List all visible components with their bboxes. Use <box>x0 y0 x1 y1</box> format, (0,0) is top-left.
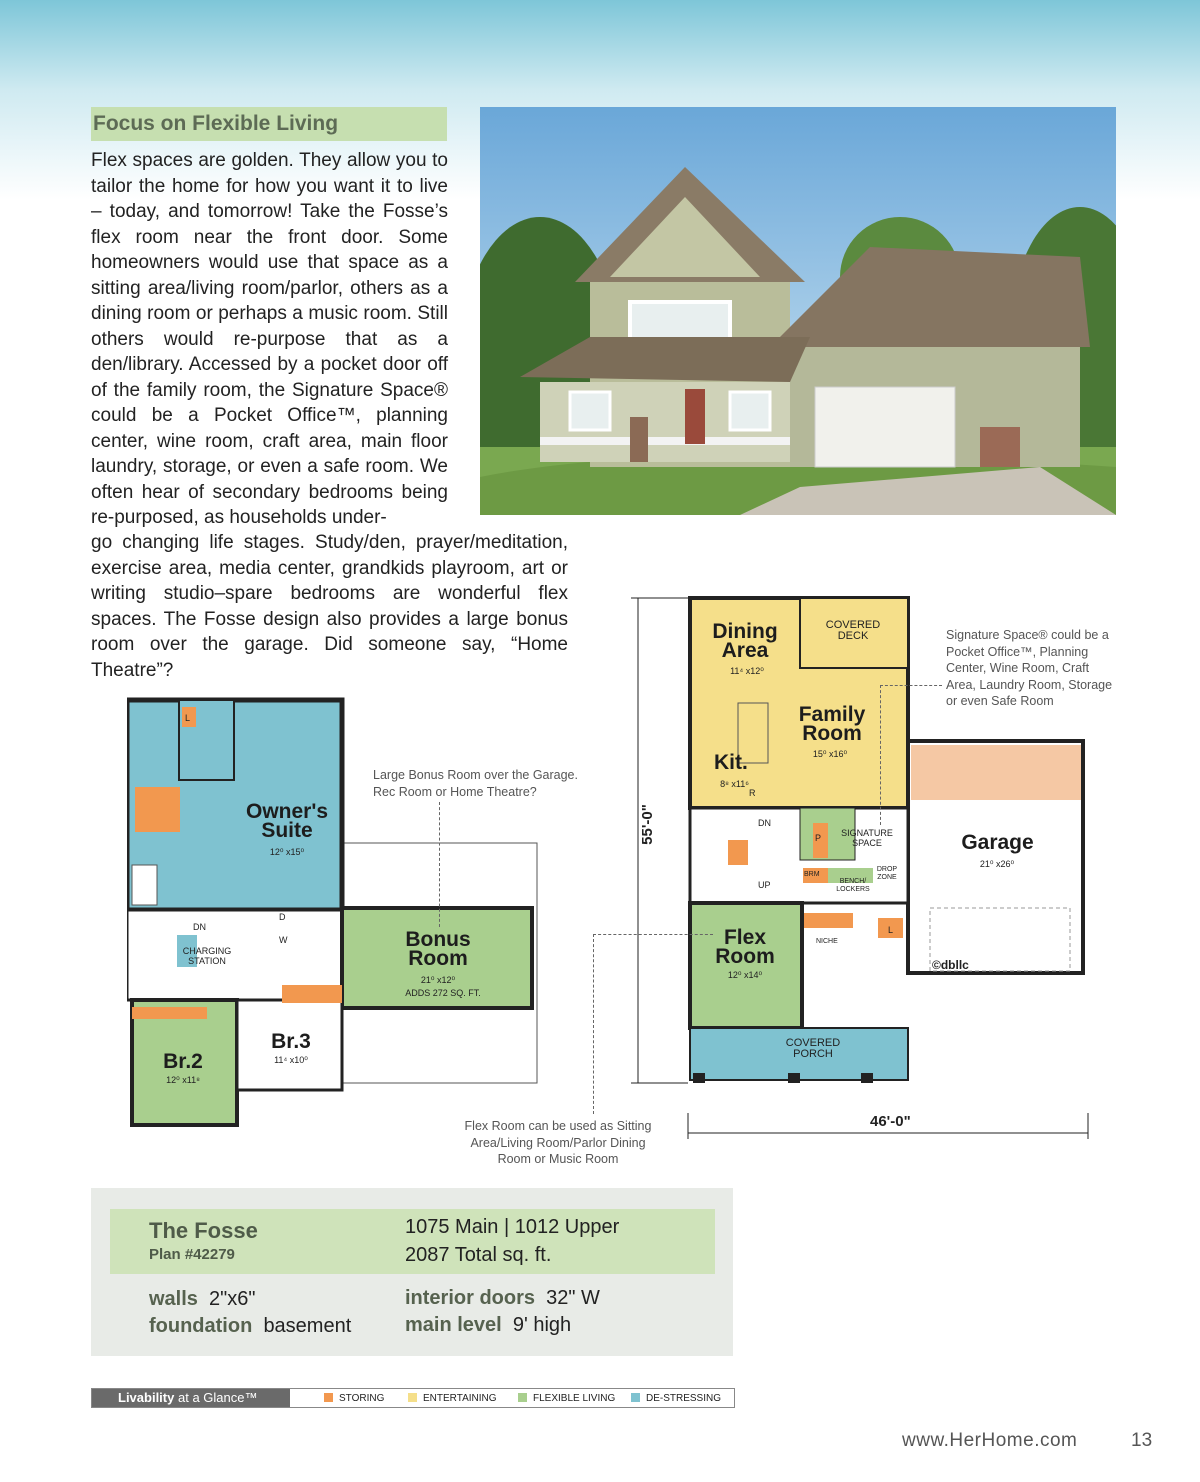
copyright-label: ©dbllc <box>932 958 969 972</box>
house-rendering-image <box>480 107 1116 515</box>
plan-name: The Fosse <box>149 1218 258 1243</box>
upper-d-label: D <box>279 912 286 922</box>
br3-label: Br.3 <box>271 1030 311 1053</box>
flex-room-label: Flex Room <box>715 926 775 968</box>
bonus-room-dim: 21⁰ x12⁰ <box>420 975 456 985</box>
livability-title-bold: Livability <box>118 1390 175 1405</box>
signature-callout-line-v <box>880 685 881 825</box>
interior-doors-spec <box>405 1287 600 1310</box>
pantry-p-label: P <box>815 833 822 843</box>
main-level-value: 9' high <box>512 1314 572 1336</box>
main-up-label: UP <box>758 880 771 890</box>
kitchen-dim: 8⁸ x11⁶ <box>720 779 749 789</box>
walls-label: walls <box>149 1288 198 1310</box>
dining-area-dim: 11⁴ x12⁰ <box>730 666 764 676</box>
section-title: Focus on Flexible Living <box>93 112 339 135</box>
garage-dim: 21⁰ x26⁰ <box>979 859 1015 869</box>
bonus-room-label: Bonus Room <box>405 928 471 970</box>
garage-label: Garage <box>961 831 1034 854</box>
legend-storing: STORING <box>324 1393 384 1404</box>
plan-number: Plan #42279 <box>149 1246 235 1263</box>
livability-legend <box>91 1388 735 1408</box>
niche-label: NICHE <box>816 938 838 945</box>
kitchen-label: Kit. <box>714 751 748 774</box>
br2-dim: 12⁰ x11⁸ <box>166 1075 200 1085</box>
signature-space-callout: Signature Space® could be a Pocket Office™, Planning Center, Wine Room, Craft Area, Laundry Room, Storage or even Safe Room <box>946 628 1113 708</box>
interior-doors-label: interior doors <box>405 1287 536 1309</box>
body-text-part1: Flex spaces are golden. They allow you to tailor the home for how you want it to live – today, and tomorrow! Take the Fosse’s flex room near the front door. Some homeowners would use that space as a sitting area/living room/parlor, others as a dining room or perhaps a music room. Still others would re-purpose that as a den/library. Accessed by a pocket door off of the family room, the Signature Space® could be a Pocket Office™, planning center, wine room, craft area, main floor laundry, storage, or even a safe room. We often hear of secondary bedrooms being re-purposed, as households under- <box>91 150 448 528</box>
plan-info-box <box>91 1188 733 1356</box>
width-dimension: 46'-0" <box>870 1113 911 1130</box>
walls-spec <box>149 1288 256 1311</box>
charging-station-label: CHARGING STATION <box>182 946 232 966</box>
upper-w-label: W <box>279 935 288 945</box>
signature-space-label: SIGNATURE SPACE <box>841 828 893 848</box>
upper-dn-label: DN <box>193 922 206 932</box>
family-room-label: Family Room <box>798 703 866 745</box>
legend-entertaining: ENTERTAINING <box>408 1393 497 1404</box>
covered-deck-label: COVERED DECK <box>825 619 881 642</box>
main-l-label: L <box>888 925 894 935</box>
drop-zone-label: DROP ZONE <box>876 866 898 881</box>
page-number: 13 <box>1131 1430 1153 1451</box>
main-level-label: main level <box>405 1314 502 1336</box>
depth-dimension: 55'-0" <box>638 804 656 845</box>
signature-callout-line-h <box>880 685 942 686</box>
legend-de-stressing: DE-STRESSING <box>631 1393 721 1404</box>
br2-label: Br.2 <box>163 1050 203 1073</box>
upper-l-label: L <box>185 713 191 723</box>
dining-area-label: Dining Area <box>712 620 778 662</box>
bonus-room-callout: Large Bonus Room over the Garage. Rec Room or Home Theatre? <box>373 768 578 799</box>
bonus-callout-line <box>439 802 440 927</box>
covered-porch-label: COVERED PORCH <box>785 1037 841 1060</box>
foundation-spec <box>149 1315 351 1338</box>
flex-room-dim: 12⁰ x14⁰ <box>727 970 763 980</box>
footer-url[interactable]: www.HerHome.com <box>902 1430 1078 1451</box>
brm-label: BRM <box>804 871 820 878</box>
flex-callout-line-h <box>593 934 713 935</box>
foundation-value: basement <box>263 1315 352 1337</box>
main-level-spec <box>405 1314 571 1337</box>
interior-doors-value: 32" W <box>546 1287 600 1309</box>
section-header <box>91 107 447 141</box>
owners-suite-label: Owner's Suite <box>245 800 329 842</box>
body-text-part2: go changing life stages. Study/den, prayer/meditation, exercise area, media center, grandkids playroom, art or writing studio–spare bedrooms are wonderful flex spaces. The Fosse design also provides a large bonus room over the garage. Did someone say, “Home Theatre”? <box>91 532 568 681</box>
br3-dim: 11⁴ x10⁰ <box>274 1055 308 1065</box>
owners-suite-dim: 12⁰ x15⁰ <box>269 847 305 857</box>
sqft-line-1: 1075 Main | 1012 Upper <box>405 1216 620 1238</box>
kitchen-r-label: R <box>749 788 756 798</box>
legend-flexible-living: FLEXIBLE LIVING <box>518 1393 615 1404</box>
livability-title-rest: at a Glance™ <box>177 1390 258 1405</box>
bench-lockers-label: BENCH/ LOCKERS <box>836 878 870 893</box>
flex-room-callout: Flex Room can be used as Sitting Area/Living Room/Parlor Dining Room or Music Room <box>464 1119 652 1166</box>
flex-callout-line-v <box>593 934 594 1114</box>
foundation-label: foundation <box>149 1315 253 1337</box>
livability-title <box>92 1389 290 1407</box>
sqft-line-2: 2087 Total sq. ft. <box>405 1244 552 1266</box>
main-dn-label: DN <box>758 818 771 828</box>
walls-value: 2"x6" <box>209 1288 256 1310</box>
bonus-room-note: ADDS 272 SQ. FT. <box>405 988 481 998</box>
family-room-dim: 15⁰ x16⁰ <box>812 749 848 759</box>
